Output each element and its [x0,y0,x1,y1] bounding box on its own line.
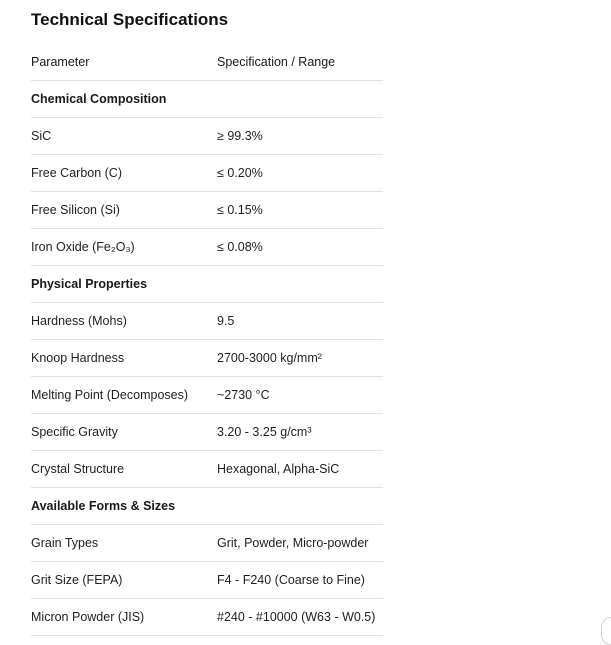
parameter-cell: SiC [31,118,217,155]
value-cell: ≤ 0.15% [217,192,383,229]
table-row [31,562,383,599]
parameter-cell: Grit Size (FEPA) [31,562,217,599]
table-row [31,229,383,266]
parameter-cell: Free Carbon (C) [31,155,217,192]
table-row [31,303,383,340]
parameter-cell: Micron Powder (JIS) [31,599,217,636]
table-row [31,377,383,414]
parameter-cell: Iron Oxide (Fe₂O₃) [31,229,217,266]
value-cell: 9.5 [217,303,383,340]
section-row [31,81,383,118]
parameter-cell: Grain Types [31,525,217,562]
column-header-parameter: Parameter [31,44,217,81]
value-cell: F4 - F240 (Coarse to Fine) [217,562,383,599]
section-row [31,488,383,525]
table-row [31,340,383,377]
parameter-cell: Hardness (Mohs) [31,303,217,340]
value-cell: ≤ 0.08% [217,229,383,266]
section-heading-chemical-composition: Chemical Composition [31,81,383,118]
value-cell: ≥ 99.3% [217,118,383,155]
table-row [31,192,383,229]
section-heading-physical-properties: Physical Properties [31,266,383,303]
value-cell: #240 - #10000 (W63 - W0.5) [217,599,383,636]
parameter-cell: Free Silicon (Si) [31,192,217,229]
section-heading-available-forms: Available Forms & Sizes [31,488,383,525]
specifications-table [31,44,383,636]
parameter-cell: Crystal Structure [31,451,217,488]
parameter-cell: Specific Gravity [31,414,217,451]
value-cell: ≤ 0.20% [217,155,383,192]
table-row [31,155,383,192]
table-row [31,414,383,451]
column-header-specification: Specification / Range [217,44,383,81]
section-row [31,266,383,303]
table-header-row [31,44,383,81]
value-cell: ~2730 °C [217,377,383,414]
value-cell: 2700-3000 kg/mm² [217,340,383,377]
table-row [31,451,383,488]
value-cell: Grit, Powder, Micro-powder [217,525,383,562]
value-cell: Hexagonal, Alpha-SiC [217,451,383,488]
page-title: Technical Specifications [31,10,229,29]
table-row [31,599,383,636]
parameter-cell: Knoop Hardness [31,340,217,377]
parameter-cell: Melting Point (Decomposes) [31,377,217,414]
table-row [31,525,383,562]
table-row [31,118,383,155]
value-cell: 3.20 - 3.25 g/cm³ [217,414,383,451]
scroll-to-top-button[interactable] [601,617,611,645]
